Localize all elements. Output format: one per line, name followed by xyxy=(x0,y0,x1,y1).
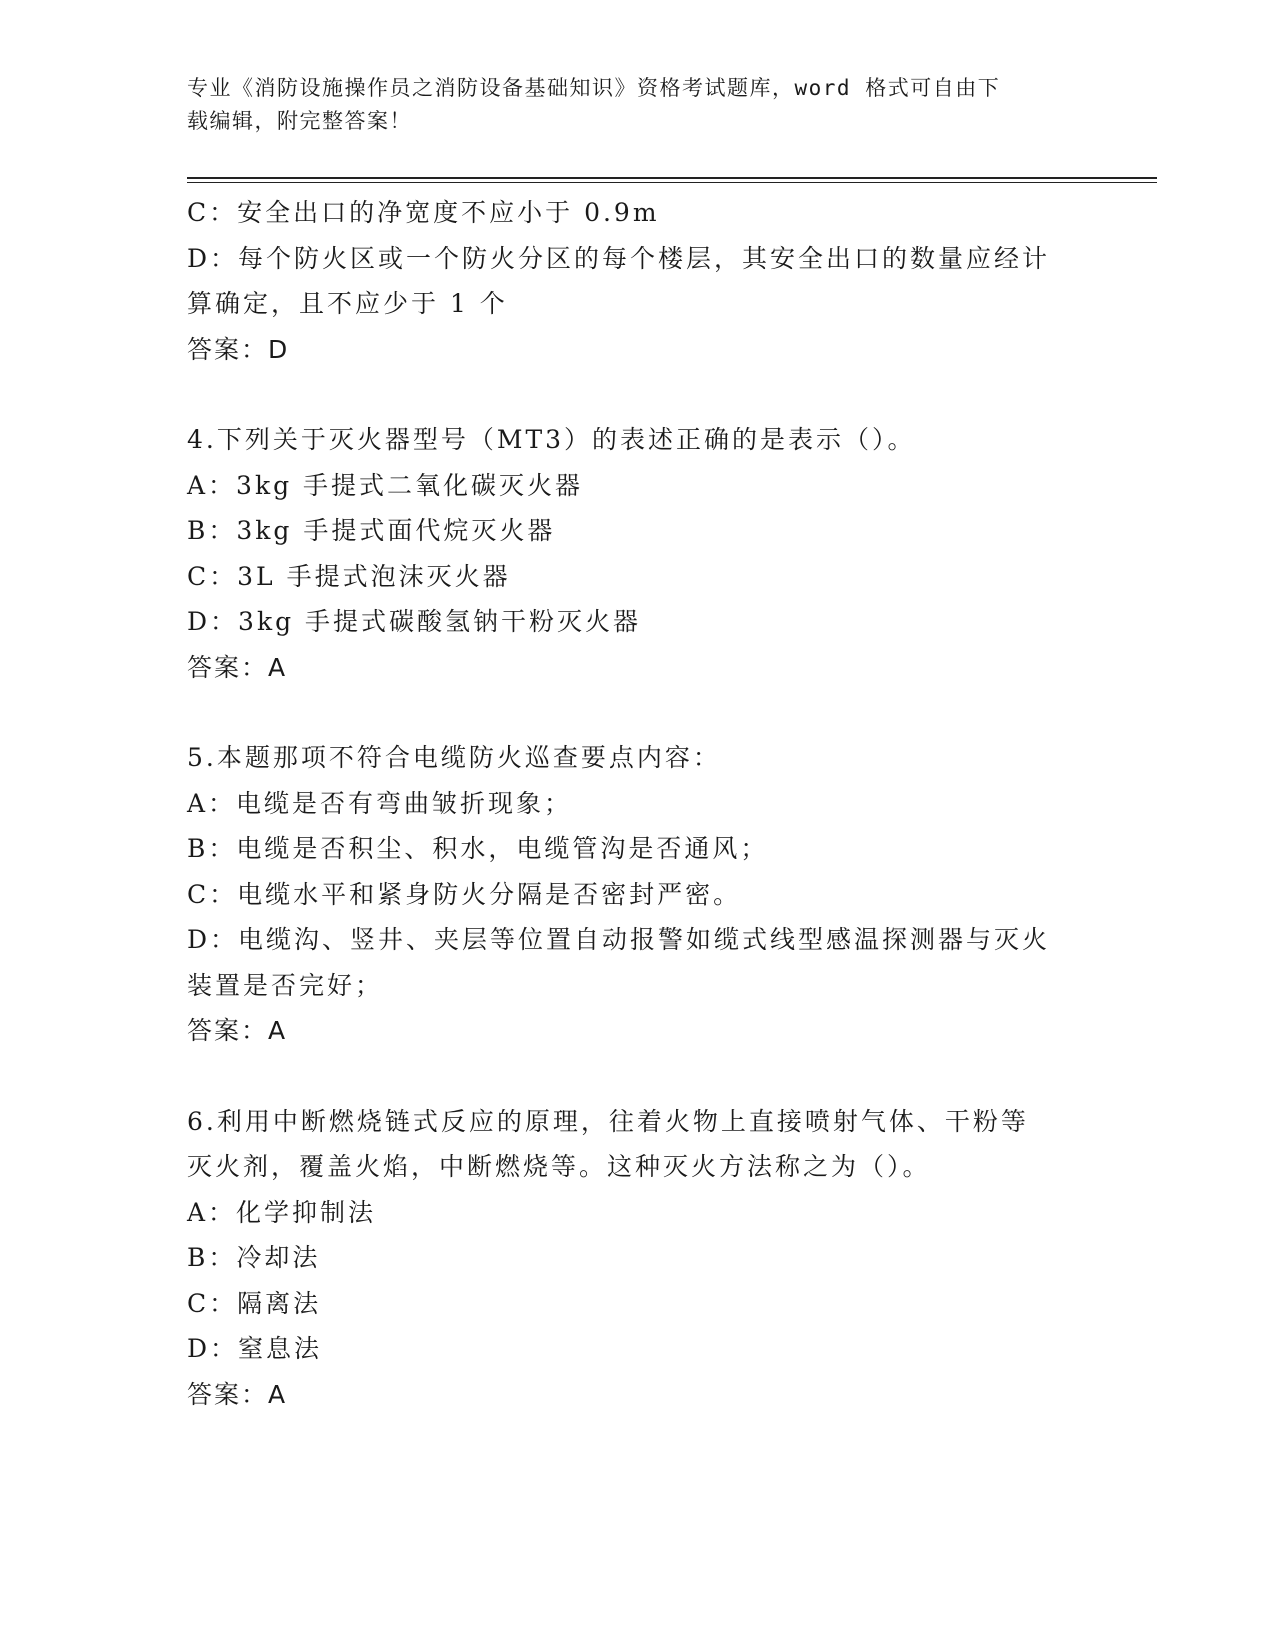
header-line-2: 载编辑，附完整答案！ xyxy=(187,109,412,133)
option-c: C：3L 手提式泡沫灭火器 xyxy=(187,561,511,591)
document-header xyxy=(187,72,1067,138)
option-d: D：3kg 手提式碳酸氢钠干粉灭火器 xyxy=(187,607,642,636)
option-d-line-1: D：每个防火区或一个防火分区的每个楼层，其安全出口的数量应经计 xyxy=(187,243,1051,273)
option-a: A：化学抑制法 xyxy=(187,1197,377,1227)
option-a: A：3kg 手提式二氧化碳灭火器 xyxy=(187,470,584,500)
answer-text: 答案：A xyxy=(187,1016,288,1045)
question-stem-line-1: 6.利用中断燃烧链式反应的原理，往着火物上直接喷射气体、干粉等 xyxy=(187,1106,1029,1136)
header-divider-thick xyxy=(187,177,1157,179)
answer-text: 答案：A xyxy=(187,652,288,682)
prev-question-block xyxy=(187,190,1087,372)
option-b: B：冷却法 xyxy=(187,1243,321,1272)
option-a: A：电缆是否有弯曲皱折现象； xyxy=(187,788,573,818)
option-d-line-2: 算确定，且不应少于 1 个 xyxy=(187,289,508,318)
block-spacer xyxy=(187,690,1087,735)
header-line-1: 专业《消防设施操作员之消防设备基础知识》资格考试题库，word 格式可自由下 xyxy=(187,76,1001,100)
question-stem-line-2: 灭火剂，覆盖火焰，中断燃烧等。这种灭火方法称之为（）。 xyxy=(187,1152,931,1181)
header-divider-thin xyxy=(187,182,1157,183)
question-content xyxy=(187,190,1087,1417)
question-stem: 5.本题那项不符合电缆防火巡查要点内容： xyxy=(187,743,721,772)
option-c: C：电缆水平和紧身防火分隔是否密封严密。 xyxy=(187,879,742,909)
question-stem: 4.下列关于灭火器型号（MT3）的表述正确的是表示（）。 xyxy=(187,425,916,454)
answer-text: 答案：D xyxy=(187,334,290,364)
option-c: C：隔离法 xyxy=(187,1288,322,1318)
option-b: B：电缆是否积尘、积水，电缆管沟是否通风； xyxy=(187,834,769,863)
option-c: C：安全出口的净宽度不应小于 0.9m xyxy=(187,198,660,227)
option-d-line-1: D：电缆沟、竖井、夹层等位置自动报警如缆式线型感温探测器与灭火 xyxy=(187,925,1051,954)
option-d-line-2: 装置是否完好； xyxy=(187,970,384,1000)
block-spacer xyxy=(187,372,1087,417)
option-b: B：3kg 手提式面代烷灭火器 xyxy=(187,516,556,545)
block-spacer xyxy=(187,1054,1087,1099)
question-6-block xyxy=(187,1099,1087,1418)
answer-text: 答案：A xyxy=(187,1379,288,1409)
question-5-block xyxy=(187,735,1087,1054)
option-d: D：窒息法 xyxy=(187,1334,323,1363)
question-4-block xyxy=(187,417,1087,690)
